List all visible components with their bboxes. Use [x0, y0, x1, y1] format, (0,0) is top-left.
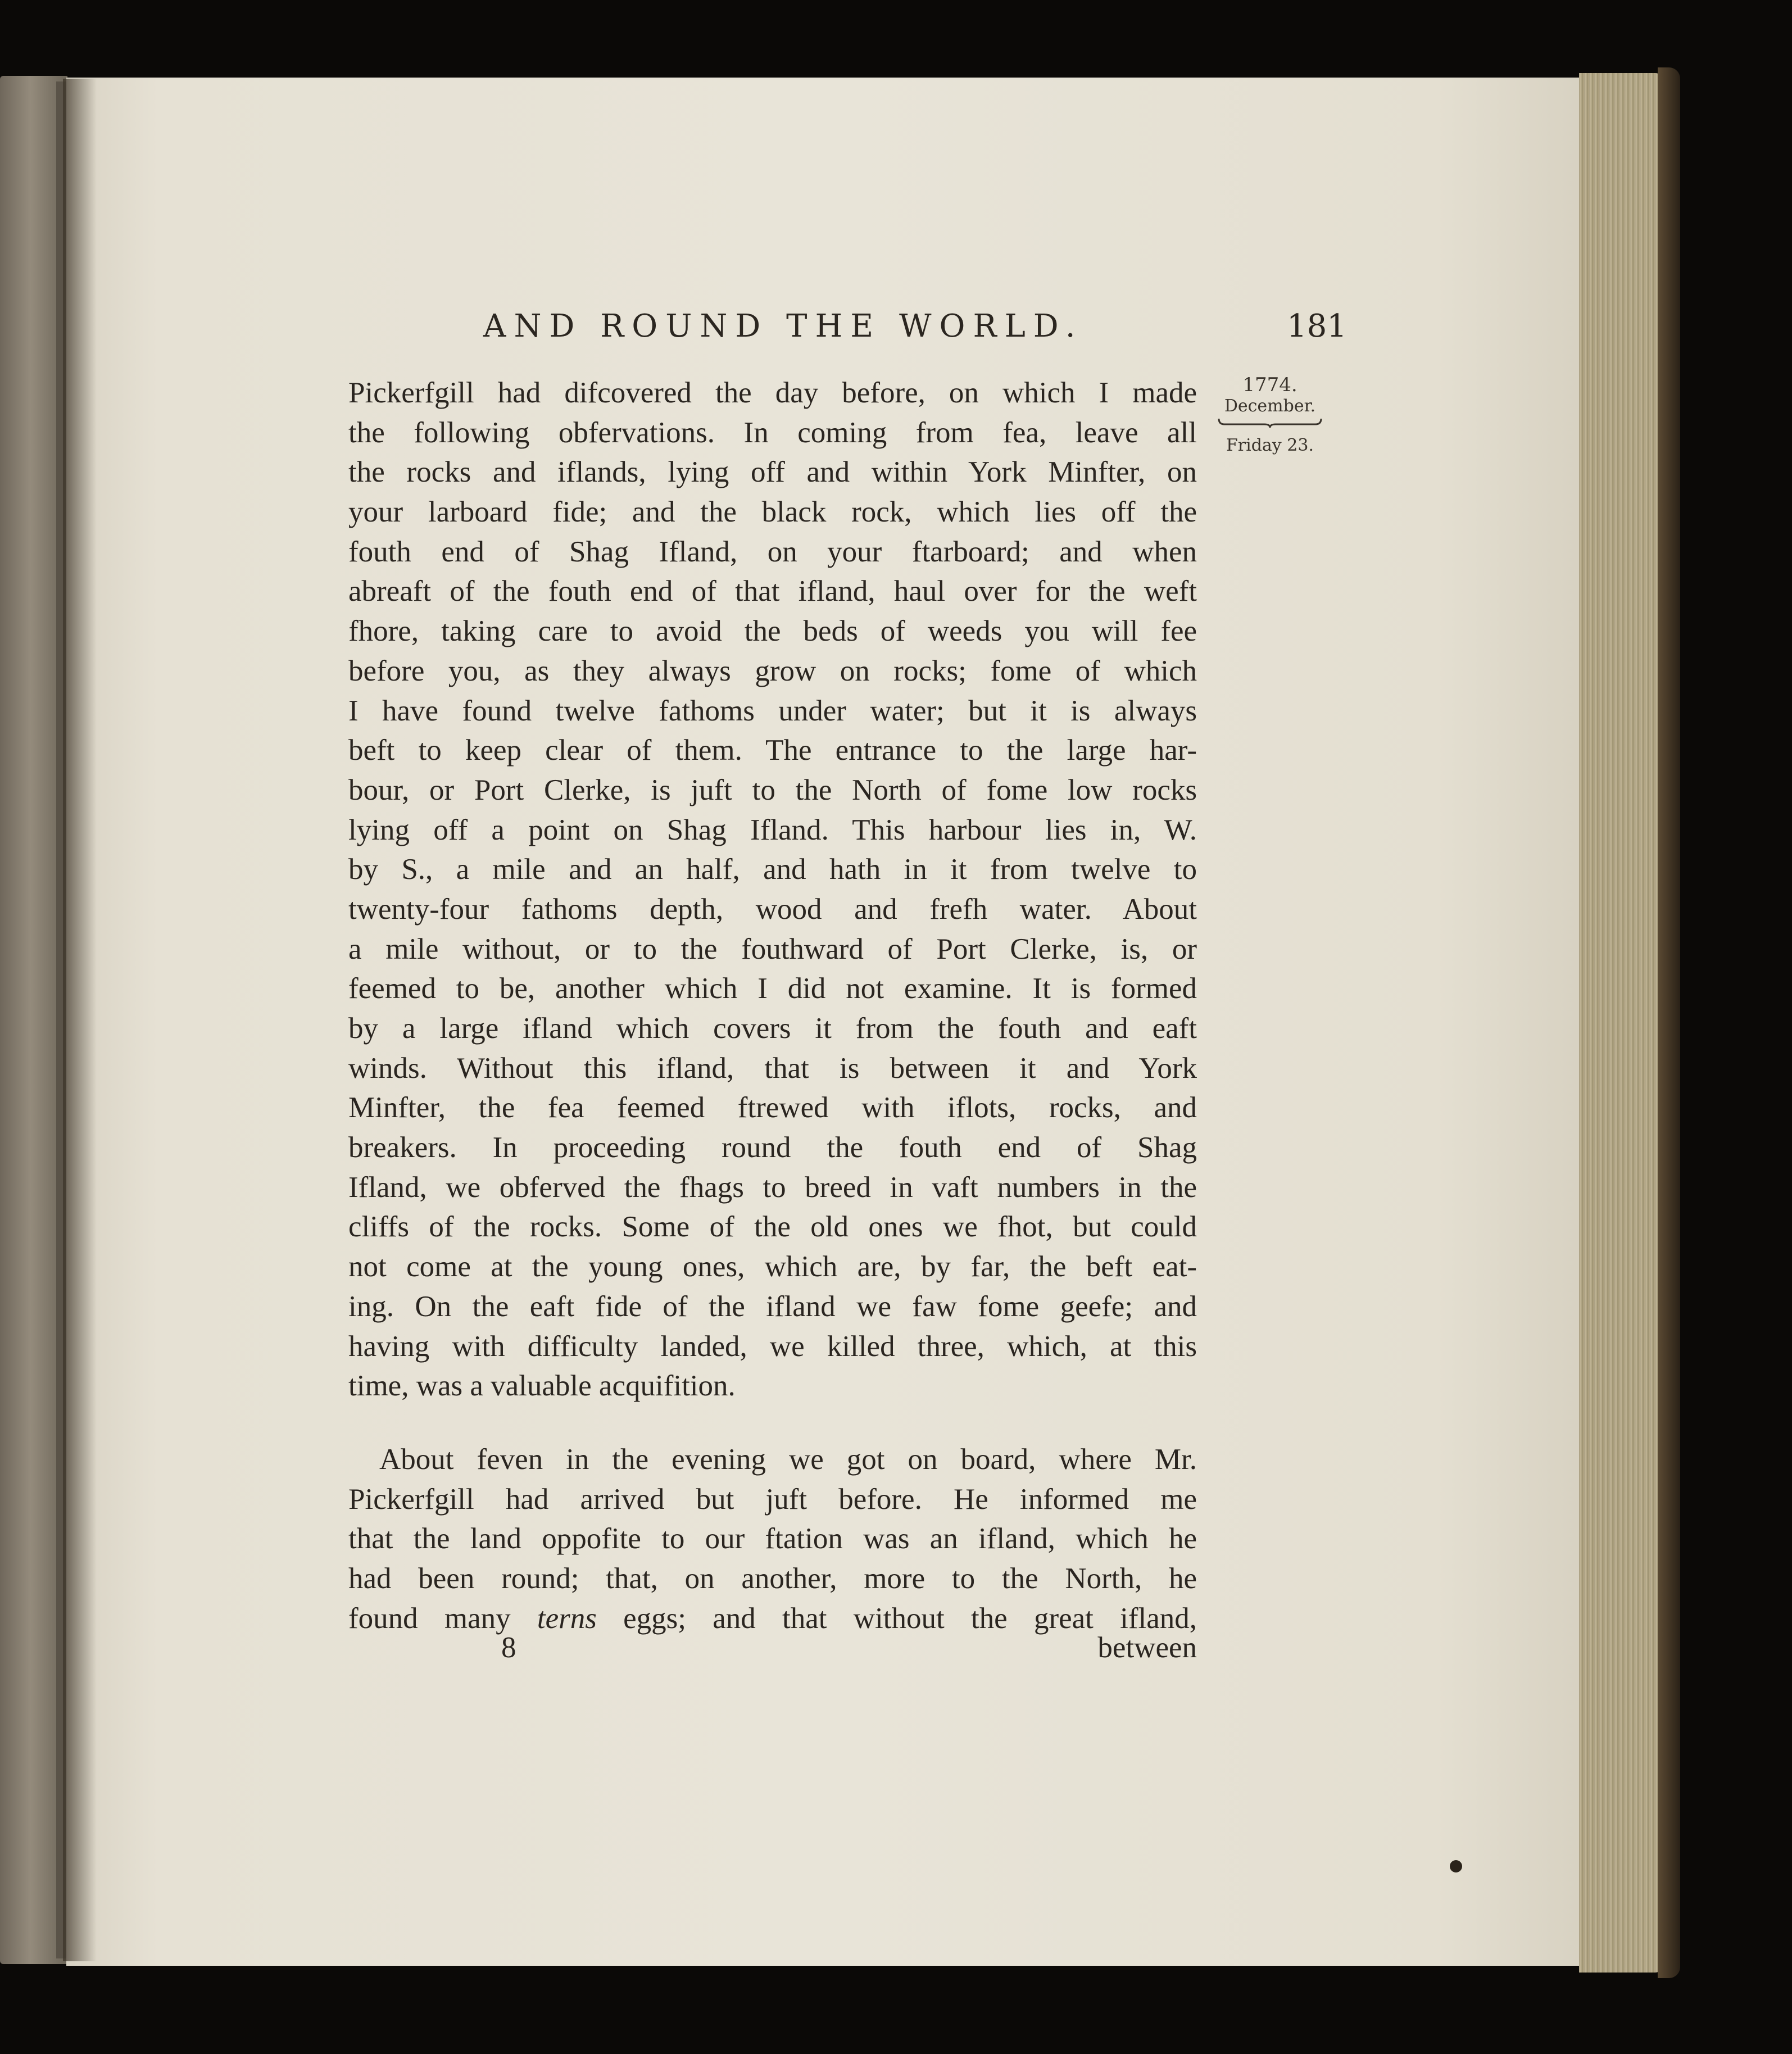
ink-smudge	[1450, 1860, 1462, 1872]
text-line: abreaft of the fouth end of that ifland, haul over for the weft	[348, 575, 1197, 608]
text-line: not come at the young ones, which are, by far, the beft eat-	[348, 1250, 1197, 1284]
text-line: About feven in the evening we got on board, where Mr.	[379, 1443, 1197, 1476]
text-line: bour, or Port Clerke, is juft to the North of fome low rocks	[348, 773, 1197, 806]
page-number: 181	[1287, 308, 1347, 344]
running-title: AND ROUND THE WORLD.	[483, 308, 1083, 344]
text-line: I have found twelve fathoms under water; but it is always	[348, 694, 1197, 727]
text-line: that the land oppofite to our ftation was an ifland, which he	[348, 1522, 1197, 1556]
text-line: beft to keep clear of them. The entrance to the large har-	[348, 734, 1197, 767]
text-line: your larboard fide; and the black rock, which lies off the	[348, 496, 1197, 529]
text-line: having with difficulty landed, we killed three, which, at this	[348, 1330, 1197, 1363]
text-line: twenty-four fathoms depth, wood and frefh water. About	[348, 892, 1197, 926]
text-line: breakers. In proceeding round the fouth end of Shag	[348, 1131, 1197, 1164]
text-run: found many	[348, 1602, 537, 1635]
margin-note-month: December.	[1224, 396, 1316, 416]
text-line: the following obfervations. In coming from fea, leave all	[348, 416, 1197, 449]
text-line: had been round; that, on another, more to the North, he	[348, 1562, 1197, 1595]
page-edges	[1579, 73, 1663, 1973]
text-line: before you, as they always grow on rocks; fome of which	[348, 654, 1197, 687]
text-run: eggs; and that without the great ifland,	[596, 1602, 1197, 1635]
signature-mark: 8	[501, 1631, 516, 1664]
text-line: lying off a point on Shag Ifland. This harbour lies in, W.	[348, 813, 1197, 846]
margin-note-day: Friday 23.	[1226, 436, 1314, 455]
text-line: the rocks and iflands, lying off and within York Minfter, on	[348, 456, 1197, 489]
text-line: cliffs of the rocks. Some of the old ones we fhot, but could	[348, 1210, 1197, 1244]
text-line: feemed to be, another which I did not examine. It is formed	[348, 972, 1197, 1005]
text-line: by S., a mile and an half, and hath in it from twelve to	[348, 853, 1197, 886]
text-line: Ifland, we obferved the fhags to breed in vaft numbers in the	[348, 1171, 1197, 1204]
text-line: Pickerfgill had arrived but juft before. He informed me	[348, 1482, 1197, 1516]
text-line: fhore, taking care to avoid the beds of weeds you will fee	[348, 615, 1197, 648]
margin-note-year: 1774.	[1242, 374, 1298, 396]
body-text	[348, 373, 1197, 1638]
text-line: fouth end of Shag Ifland, on your ftarboard; and when	[348, 535, 1197, 568]
book-cover	[1658, 67, 1680, 1978]
page-footer	[348, 1631, 1197, 1670]
italic-word: terns	[537, 1602, 597, 1635]
text-line: a mile without, or to the fouthward of Port Clerke, is, or	[348, 932, 1197, 965]
text-line: Minfter, the fea feemed ftrewed with iflots, rocks, and	[348, 1091, 1197, 1125]
brace-icon	[1217, 416, 1323, 429]
text-line: by a large ifland which covers it from the fouth and eaft	[348, 1012, 1197, 1045]
text-line: Pickerfgill had difcovered the day before, on which I made	[348, 377, 1197, 409]
gutter-shadow	[63, 79, 97, 1961]
paragraph-gap	[348, 1406, 1197, 1440]
text-line: winds. Without this ifland, that is between it and York	[348, 1051, 1197, 1085]
margin-note	[1208, 374, 1332, 457]
catchword: between	[1097, 1631, 1197, 1664]
text-line: ing. On the eaft fide of the ifland we faw fome geefe; and	[348, 1290, 1197, 1323]
text-line: time, was a valuable acquifition.	[348, 1370, 736, 1403]
